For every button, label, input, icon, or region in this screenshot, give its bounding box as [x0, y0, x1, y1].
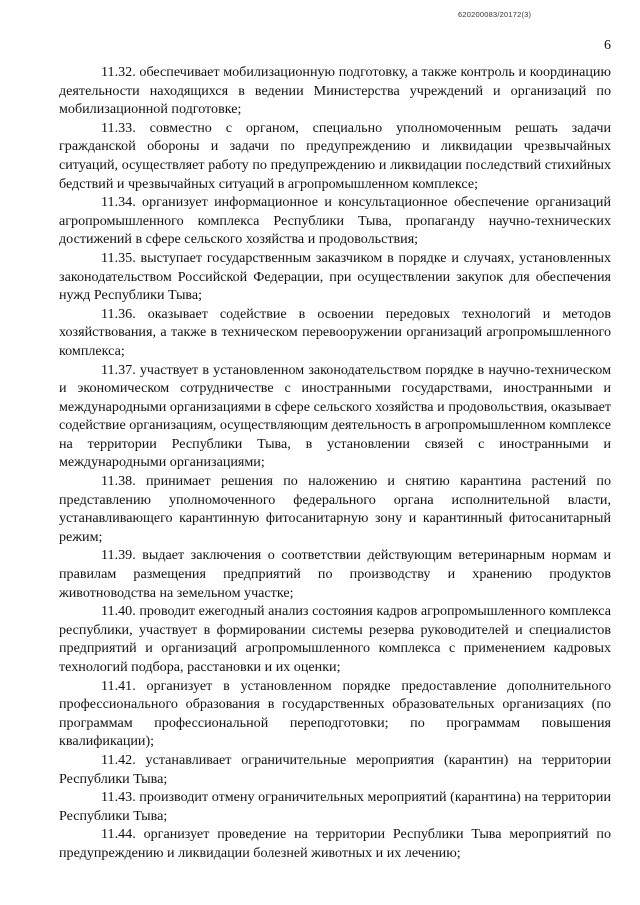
paragraph-11-43: 11.43. производит отмену ограничительных мероприятий (карантина) на территории Республики Тыва;	[59, 789, 611, 824]
paragraph-11-34: 11.34. организует информационное и консультационное обеспечение организаций агропромышленного комплекса Республики Тыва, пропаганду научно-технических достижений в сфере сельского хозяйства и продовольствия;	[59, 194, 611, 248]
paragraph-11-36: 11.36. оказывает содействие в освоении передовых технологий и методов хозяйствования, а также в техническом перевооружении организаций агропромышленного комплекса;	[59, 305, 611, 359]
paragraph-11-39: 11.39. выдает заключения о соответствии действующим ветеринарным нормам и правилам размещения предприятий по производству и хранению продуктов животноводства на земельном участке;	[59, 547, 611, 601]
paragraph-11-33: 11.33. совместно с органом, специально уполномоченным решать задачи гражданской обороны и задачи по предупреждению и ликвидации чрезвычайных ситуаций, осуществляет работу по предупреждению и ликвидации последствий стихийных бедствий и чрезвычайных ситуаций в агропромышленном комплексе;	[59, 119, 611, 192]
document-body	[59, 63, 611, 863]
paragraph-11-40: 11.40. проводит ежегодный анализ состояния кадров агропромышленного комплекса республики, участвует в формировании системы резерва руководителей и специалистов предприятий и организаций агропромышленного комплекса с применением кадровых технологий подбора, расстановки и их оценки;	[59, 603, 611, 675]
paragraph-11-38: 11.38. принимает решения по наложению и снятию карантина растений по представлению уполномоченного федерального органа исполнительной власти, устанавливающего карантинную фитосанитарную зону и карантинный фитосанитарный режим;	[59, 473, 611, 545]
paragraph-11-44: 11.44. организует проведение на территории Республики Тыва мероприятий по предупреждению и ликвидации болезней животных и их лечению;	[59, 826, 611, 861]
page-number: 6	[604, 38, 611, 53]
paragraph-11-41: 11.41. организует в установленном порядке предоставление дополнительного профессионального образования в государственных образовательных организациях (по программам профессиональной переподготовки; по программам повышения квалификации);	[59, 677, 611, 750]
paragraph-11-42: 11.42. устанавливает ограничительные мероприятия (карантин) на территории Республики Тыва;	[59, 751, 611, 787]
paragraph-11-37: 11.37. участвует в установленном законодательством порядке в научно-техническом и экономическом сотрудничестве с иностранными государствами, иностранными и международными организациями в сфере сельского хозяйства и продовольствия, оказывает содействие организациям, осуществляющим деятельность в агропромышленном комплексе на территории Республики Тыва, в установлении связей с иностранными и международными организациями;	[59, 361, 612, 471]
paragraph-11-32: 11.32. обеспечивает мобилизационную подготовку, а также контроль и координацию деятельности находящихся в ведении Министерства учреждений и организаций по мобилизационной подготовке;	[59, 64, 611, 118]
document-code: 620200083/20172(3)	[458, 10, 532, 19]
paragraph-11-35: 11.35. выступает государственным заказчиком в порядке и случаях, установленных законодательством Российской Федерации, при осуществлении закупок для обеспечения нужд Республики Тыва;	[59, 249, 611, 304]
